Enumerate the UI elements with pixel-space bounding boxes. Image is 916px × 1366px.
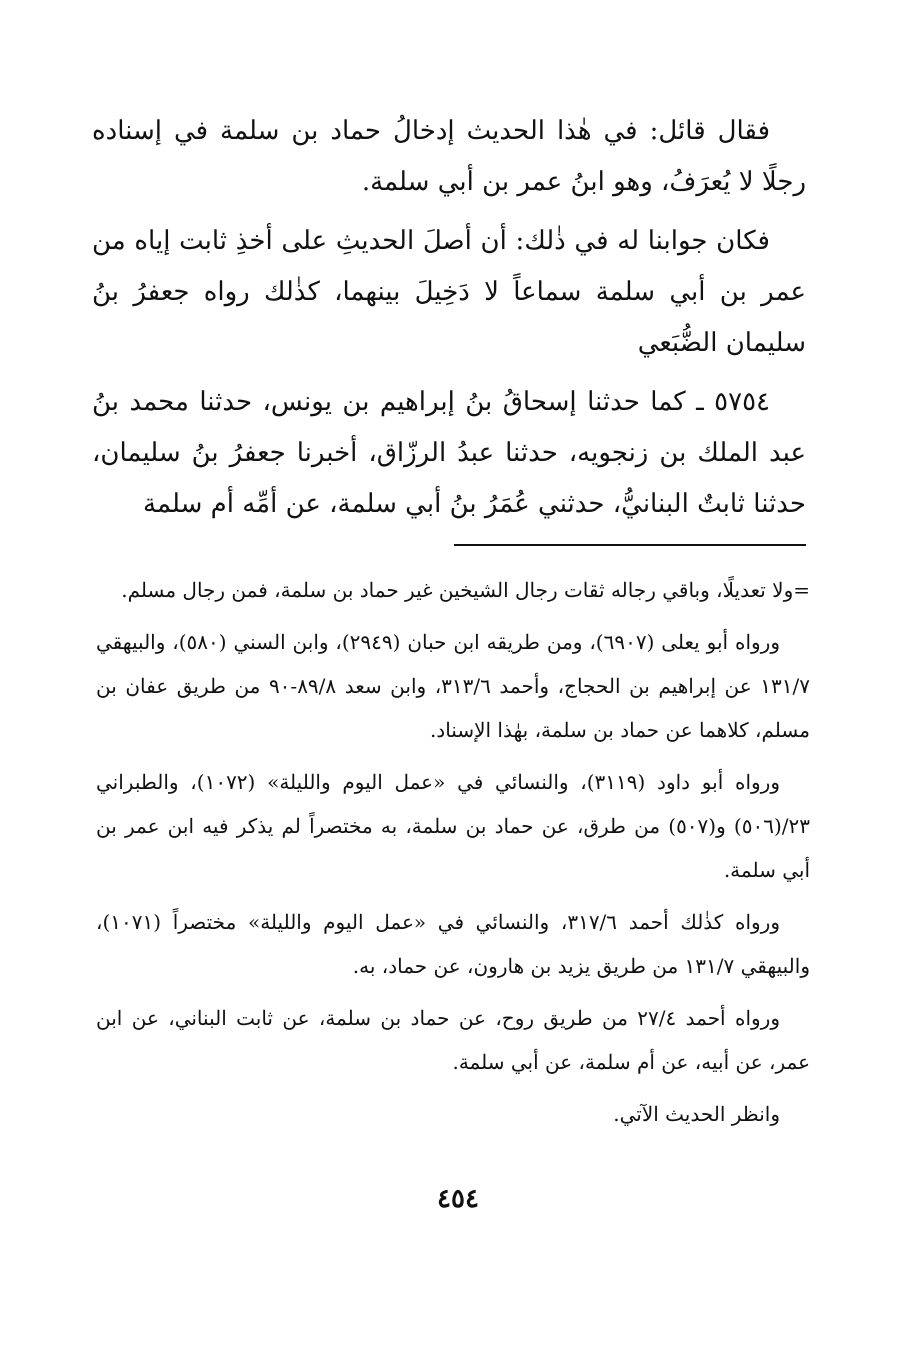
footnote-paragraph: ورواه كذٰلك أحمد ٣١٧/٦، والنسائي في «عمل اليوم والليلة» مختصراً (١٠٧١)، والبيهقي ١٣١/٧ من طريق يزيد بن هارون، عن حماد، به.	[96, 910, 810, 978]
footnote-paragraph: وانظر الحديث الآتي.	[613, 1102, 780, 1126]
footnote-paragraph: ورواه أبو داود (٣١١٩)، والنسائي في «عمل اليوم والليلة» (١٠٧٢)، والطبراني ٢٣/(٥٠٦) و(٥٠٧) من طرق، عن حماد بن سلمة، به مختصراً لم يذكر فيه ابن عمر بن أبي سلمة.	[96, 770, 811, 882]
main-text	[92, 106, 806, 538]
footnote-paragraph: =ولا تعديلًا، وباقي رجاله ثقات رجال الشيخين غير حماد بن سلمة، فمن رجال مسلم.	[121, 578, 810, 602]
main-paragraph: فقال قائل: في هٰذا الحديث إدخالُ حماد بن سلمة في إسناده رجلًا لا يُعرَفُ، وهو ابنُ عمر بن أبي سلمة.	[92, 116, 806, 197]
page-number: ٤٥٤	[437, 1184, 479, 1214]
main-paragraph: فكان جوابنا له في ذٰلك: أن أصلَ الحديثِ على أخذِ ثابت إياه من عمر بن أبي سلمة سماعاً لا دَخِيلَ بينهما، كذٰلك رواه جعفرُ بنُ سليمان الضُّبَعي	[92, 226, 806, 358]
footnote-separator	[454, 544, 806, 546]
footnote-paragraph: ورواه أحمد ٢٧/٤ من طريق روح، عن حماد بن سلمة، عن ثابت البناني، عن ابن عمر، عن أبيه، عن أم سلمة، عن أبي سلمة.	[96, 1006, 810, 1074]
hadith-paragraph: ٥٧٥٤ ـ كما حدثنا إسحاقُ بنُ إبراهيم بن يونس، حدثنا محمد بنُ عبد الملك بن زنجويه، حدثنا عبدُ الرزّاق، أخبرنا جعفرُ بنُ سليمان، حدثنا ثابتٌ البنانيُّ، حدثني عُمَرُ بنُ أبي سلمة، عن أمِّه أم سلمة	[92, 387, 806, 519]
footnotes	[96, 568, 810, 1144]
footnote-paragraph: ورواه أبو يعلى (٦٩٠٧)، ومن طريقه ابن حبان (٢٩٤٩)، وابن السني (٥٨٠)، والبيهقي ١٣١/٧ عن إبراهيم بن الحجاج، وأحمد ٣١٣/٦، وابن سعد ٨٩/٨-٩٠ من طريق عفان بن مسلم، كلاهما عن حماد بن سلمة، بهٰذا الإسناد.	[96, 630, 810, 742]
